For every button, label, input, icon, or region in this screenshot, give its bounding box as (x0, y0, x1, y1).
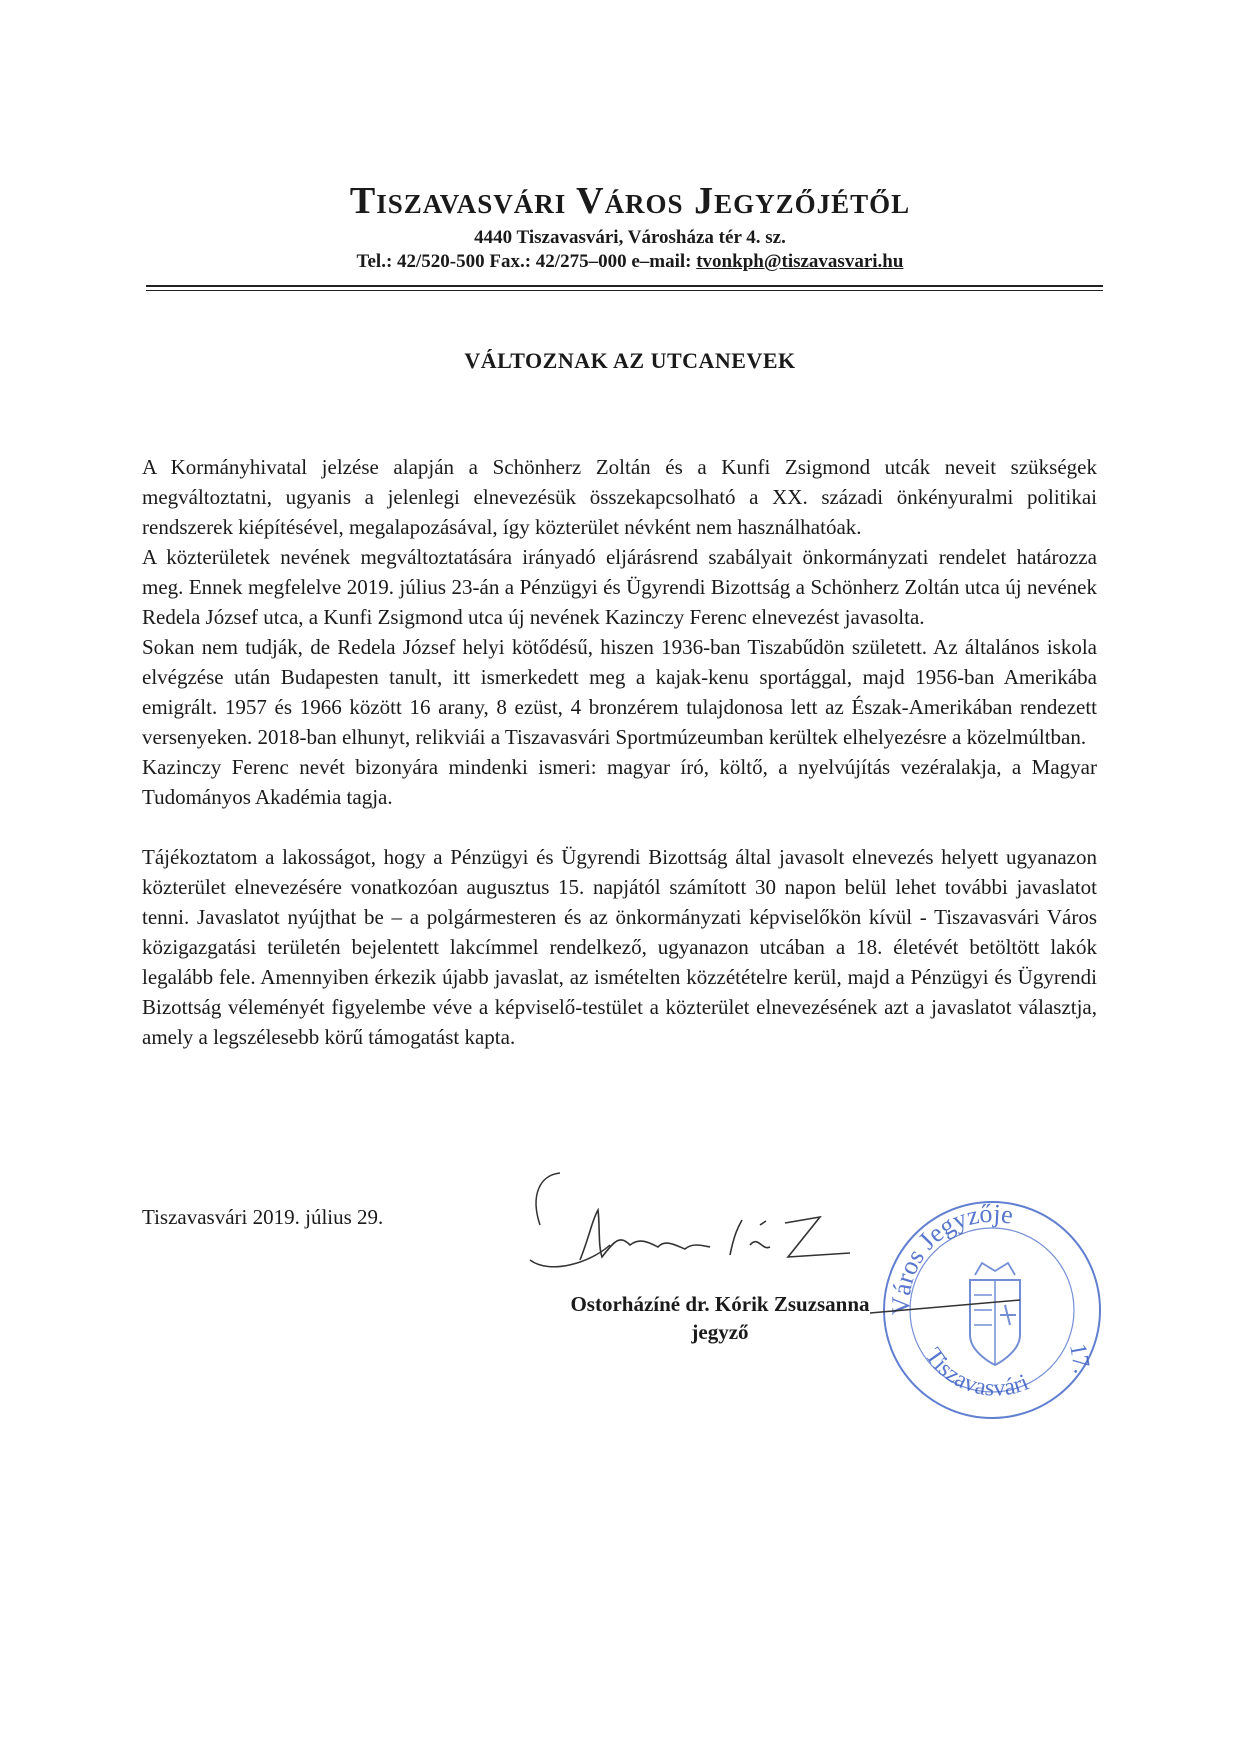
letterhead-title: Tiszavasvári Város Jegyzőjétől (349, 180, 911, 222)
paragraph: Sokan nem tudják, de Redela József helyi kötődésű, hiszen 1936-ban Tiszabűdön született. Az általános iskola elvégzése után Budapesten tanult, itt ismerkedett meg a kajak-kenu sportággal, majd 1956-ban Amerikába emigrált. 1957 és 1966 között 16 arany, 8 ezüst, 4 bronzérem tulajdonosa lett az Észak-Amerikában rendezett versenyeken. 2018-ban elhunyt, relikviái a Tiszavasvári Sportmúzeumban kerültek elhelyezésre a közelmúltban. (142, 635, 1097, 749)
paragraph: A Kormányhivatal jelzése alapján a Schönherz Zoltán és a Kunfi Zsigmond utcák neveit szükségek megváltoztatni, ugyanis a jelenlegi elnevezésük összekapcsolható a XX. századi önkényuralmi politikai rendszerek kiépítésével, megalapozásával, így közterület névként nem használhatóak. (142, 455, 1097, 539)
contact-email-link[interactable]: tvonkph@tiszavasvari.hu (696, 251, 904, 272)
letterhead-rule-thin (146, 290, 1103, 291)
letterhead-address: 4440 Tiszavasvári, Városháza tér 4. sz. (474, 227, 786, 248)
letterhead (0, 178, 1240, 274)
document-date: Tiszavasvári 2019. július 29. (142, 1205, 384, 1229)
svg-text:Tiszavasvári (920, 1344, 1033, 1402)
svg-text:Város Jegyzője (886, 1199, 1015, 1316)
coat-of-arms-icon (970, 1263, 1020, 1365)
contact-phone-fax: Tel.: 42/520-500 Fax.: 42/275–000 e–mail: (356, 251, 697, 272)
signatory-role: jegyző (691, 1320, 749, 1344)
document-body (142, 452, 1097, 1052)
official-stamp (870, 1185, 1110, 1425)
stamp-text-top: Város Jegyzője (886, 1198, 1016, 1316)
stamp-number: 17. (1064, 1341, 1095, 1376)
handwritten-signature (520, 1165, 880, 1275)
paragraph: A közterületek nevének megváltoztatására irányadó eljárásrend szabályait önkormányzati rendelet határozza meg. Ennek megfelelve 2019. július 23-án a Pénzügyi és Ügyrendi Bizottság a Schönherz Zoltán utca új nevének Redela József utca, a Kunfi Zsigmond utca új nevének Kazinczy Ferenc elnevezést javasolta. (142, 545, 1097, 629)
stamp-text-bottom: Tiszavasvári (919, 1343, 1033, 1402)
signatory-name: Ostorházíné dr. Kórik Zsuzsanna (570, 1292, 870, 1316)
letterhead-contact (20, 250, 1240, 274)
paragraph: Tájékoztatom a lakosságot, hogy a Pénzügyi és Ügyrendi Bizottság által javasolt elnevezés helyett ugyanazon közterület elnevezésére vonatkozóan augusztus 15. napjától számított 30 napon belül lehet további javaslatot tenni. Javaslatot nyújthat be – a polgármesteren és az önkormányzati képviselőkön kívül - Tiszavasvári Város közigazgatási területén bejelentett lakcímmel rendelkező, ugyanazon utcában a 18. életévét betöltött lakók legalább fele. Amennyiben érkezik újabb javaslat, az ismételten közzétételre kerül, majd a Pénzügyi és Ügyrendi Bizottság véleményét figyelembe véve a képviselő-testület a közterület elnevezésének azt a javaslatot választja, amely a legszélesebb körű támogatást kapta. (142, 845, 1097, 1049)
paragraph: Kazinczy Ferenc nevét bizonyára mindenki ismeri: magyar író, költő, a nyelvújítás vezéralakja, a Magyar Tudományos Akadémia tagja. (142, 755, 1097, 809)
document-title: VÁLTOZNAK AZ UTCANEVEK (464, 348, 796, 373)
letterhead-rule-thick (146, 285, 1103, 287)
